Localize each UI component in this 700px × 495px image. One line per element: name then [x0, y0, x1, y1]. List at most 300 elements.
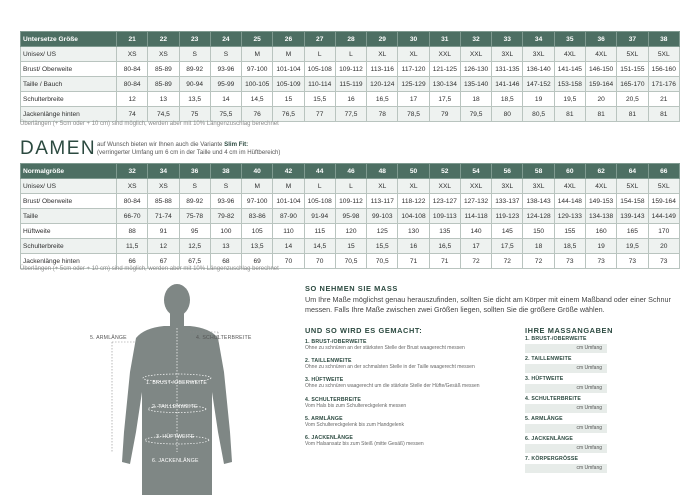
table-cell: 155 [554, 224, 585, 239]
table-row [21, 77, 680, 92]
table-header-cell: 35 [554, 32, 585, 47]
table-cell: 105-109 [273, 77, 304, 92]
table-header-cell: 60 [554, 164, 585, 179]
table-cell: L [335, 47, 366, 62]
table-cell: 119-123 [492, 209, 523, 224]
table-header-cell: 21 [117, 32, 148, 47]
table-header-cell: 24 [210, 32, 241, 47]
table-cell: 154-158 [617, 194, 648, 209]
slimfit-post: (verringerter Umfang um 6 cm in der Taille und 4 cm im Hüftbereich) [97, 148, 281, 156]
table-cell: 138-143 [523, 194, 554, 209]
table-cell: 81 [585, 107, 616, 122]
table-cell: 110 [273, 224, 304, 239]
table-cell: 4XL [554, 47, 585, 62]
table-cell: 20 [585, 92, 616, 107]
table-cell: 91 [148, 224, 179, 239]
table-cell: 115 [304, 224, 335, 239]
table-header-cell: 26 [273, 32, 304, 47]
table-cell: 105 [242, 224, 273, 239]
table-cell: 81 [617, 107, 648, 122]
massangabe-label: 7. KÖRPERGRÖSSE [525, 456, 579, 462]
table-cell: 74 [117, 107, 148, 122]
row-label: Brust/ Oberweite [21, 194, 117, 209]
table-cell: 16,5 [367, 92, 398, 107]
table-cell: 75 [179, 107, 210, 122]
table-cell: 100-105 [242, 77, 273, 92]
table-cell: 141-145 [554, 62, 585, 77]
table-cell: 95-99 [210, 77, 241, 92]
how-to-subtitle: UND SO WIRD ES GEMACHT: [305, 326, 423, 335]
table-cell: 5XL [617, 179, 648, 194]
table-cell: 73 [554, 254, 585, 269]
table-cell: 159-164 [585, 77, 616, 92]
table-header-cell: 50 [398, 164, 429, 179]
body-figure [84, 282, 284, 495]
table-cell: 18,5 [492, 92, 523, 107]
step-title: 6. JACKENLÄNGE [305, 435, 354, 442]
table-header-cell: 34 [148, 164, 179, 179]
table-header-cell: 66 [648, 164, 679, 179]
massangabe-row [525, 436, 685, 456]
table-cell: 71 [429, 254, 460, 269]
table-cell: 81 [648, 107, 679, 122]
table-cell: 78,5 [398, 107, 429, 122]
step-title: 4. SCHULTERBREITE [305, 396, 362, 403]
table-cell: 144-148 [554, 194, 585, 209]
table-cell: 17 [460, 239, 491, 254]
row-label: Unisex/ US [21, 179, 117, 194]
table-cell: 113-117 [367, 194, 398, 209]
measure-step [305, 397, 500, 409]
table-cell: XL [398, 47, 429, 62]
table-cell: 73 [648, 254, 679, 269]
table-cell: L [304, 47, 335, 62]
table-cell: 133-137 [492, 194, 523, 209]
table-cell: 115-119 [335, 77, 366, 92]
row-label: Jackenlänge hinten [21, 107, 117, 122]
table-row [21, 224, 680, 239]
table-cell: 149-153 [585, 194, 616, 209]
table-header-cell: 56 [492, 164, 523, 179]
massangabe-row [525, 456, 685, 476]
table-cell: 75,5 [210, 107, 241, 122]
table-header-cell: 62 [585, 164, 616, 179]
massangaben-title: IHRE MASSANGABEN [525, 326, 614, 335]
table-cell: XS [148, 47, 179, 62]
table-cell: 117-120 [398, 62, 429, 77]
massangabe-row [525, 376, 685, 396]
table-cell: S [210, 179, 241, 194]
table-header-cell: 32 [117, 164, 148, 179]
label-armlaenge: 5. ARMLÄNGE [90, 335, 127, 341]
massangabe-label: 3. HÜFTWEITE [525, 376, 564, 382]
table-cell: 70 [273, 254, 304, 269]
massangabe-input[interactable]: cm Umfang [525, 404, 607, 413]
table-header-cell: 30 [398, 32, 429, 47]
step-title: 1. BRUST-/OBERWEITE [305, 339, 367, 345]
table-cell: 70 [304, 254, 335, 269]
table-cell: 97-100 [242, 62, 273, 77]
table-cell: 160 [585, 224, 616, 239]
massangabe-input[interactable]: cm Umfang [525, 364, 607, 373]
table-cell: 79,5 [460, 107, 491, 122]
table-cell: XL [367, 47, 398, 62]
table-cell: 79 [429, 107, 460, 122]
table-cell: 12,5 [179, 239, 210, 254]
table-cell: 85-89 [148, 62, 179, 77]
table-cell: 140 [460, 224, 491, 239]
table-cell: 153-158 [554, 77, 585, 92]
table-cell: 144-149 [648, 209, 679, 224]
table-cell: 114-118 [460, 209, 491, 224]
label-brust: 1. BRUST-/OBERWEITE [146, 380, 208, 386]
table-cell: 147-152 [523, 77, 554, 92]
table-cell: 129-133 [554, 209, 585, 224]
table-cell: 85-88 [148, 194, 179, 209]
table-cell: 19,5 [617, 239, 648, 254]
table-cell: XXL [460, 47, 491, 62]
table-cell: 3XL [492, 179, 523, 194]
massangaben-list [525, 336, 685, 476]
table-cell: 19 [585, 239, 616, 254]
table-cell: 80 [492, 107, 523, 122]
table-row [21, 62, 680, 77]
table-cell: 80-84 [117, 194, 148, 209]
table-header-cell: 37 [617, 32, 648, 47]
table-cell: 72 [460, 254, 491, 269]
table-cell: 83-86 [242, 209, 273, 224]
table-cell: 131-135 [492, 62, 523, 77]
table-cell: 66-70 [117, 209, 148, 224]
step-title: 5. ARMLÄNGE [305, 415, 343, 422]
table-cell: 66 [117, 254, 148, 269]
table-cell: 90-94 [179, 77, 210, 92]
table-cell: 16 [398, 239, 429, 254]
table-cell: 93-96 [210, 62, 241, 77]
how-to-title: SO NEHMEN SIE MASS [305, 284, 398, 293]
table-cell: 15 [335, 239, 366, 254]
table-cell: XXL [460, 179, 491, 194]
label-schulterbreite: 4. SCHULTERBREITE [196, 335, 252, 341]
table-cell: XXL [429, 179, 460, 194]
table-cell: XL [367, 179, 398, 194]
table-header-cell: 64 [617, 164, 648, 179]
table-cell: 146-150 [585, 62, 616, 77]
table-header-cell: 40 [242, 164, 273, 179]
table-header-cell: 44 [304, 164, 335, 179]
table-header-cell: 52 [429, 164, 460, 179]
step-description: Ohne zu schnüren an der stärksten Stelle der Brust waagerecht messen [305, 345, 465, 351]
massangabe-row [525, 416, 685, 436]
table-cell: 14,5 [242, 92, 273, 107]
unisex-table-note: Überlängen (+ 5cm oder + 10 cm) sind möglich, werden aber mit 10% Längenzuschlag berechnet [20, 121, 279, 127]
table-cell: 67,5 [179, 254, 210, 269]
table-cell: 76 [242, 107, 273, 122]
label-jacke: 6. JACKENLÄNGE [152, 458, 199, 464]
table-cell: 134-138 [585, 209, 616, 224]
table-cell: 18,5 [554, 239, 585, 254]
table-cell: 69 [242, 254, 273, 269]
table-cell: 121-125 [429, 62, 460, 77]
measure-step [305, 416, 500, 428]
table-header-cell: 29 [367, 32, 398, 47]
table-cell: 126-130 [460, 62, 491, 77]
table-cell: 73 [617, 254, 648, 269]
table-cell: 80-84 [117, 62, 148, 77]
table-cell: 105-108 [304, 62, 335, 77]
table-cell: 71 [398, 254, 429, 269]
row-label: Jackenlänge hinten [21, 254, 117, 269]
table-cell: XS [148, 179, 179, 194]
table-cell: 3XL [492, 47, 523, 62]
table-cell: 80-84 [117, 77, 148, 92]
massangabe-row [525, 356, 685, 376]
table-cell: 170 [648, 224, 679, 239]
row-label: Taille [21, 209, 117, 224]
table-header-label: Untersetze Größe [21, 32, 117, 47]
table-row [21, 194, 680, 209]
table-row [21, 92, 680, 107]
table-cell: 19 [523, 92, 554, 107]
row-label: Schulterbreite [21, 239, 117, 254]
table-cell: 120 [335, 224, 366, 239]
table-cell: XL [398, 179, 429, 194]
step-description: Vom Hals bis zum Schultereckgelenk messen [305, 402, 407, 409]
massangabe-input[interactable]: cm Umfang [525, 444, 607, 453]
table-cell: 5XL [648, 47, 679, 62]
step-description: Vom Schultereckgelenk bis zum Handgelenk [305, 421, 404, 428]
table-cell: 87-90 [273, 209, 304, 224]
massangabe-input[interactable]: cm Umfang [525, 464, 607, 473]
table-cell: 74,5 [148, 107, 179, 122]
table-cell: 80,5 [523, 107, 554, 122]
massangabe-label: 2. TAILLENWEITE [525, 356, 572, 362]
table-header-cell: 27 [304, 32, 335, 47]
table-cell: 165-170 [617, 77, 648, 92]
table-cell: 135 [429, 224, 460, 239]
table-header-cell: 48 [367, 164, 398, 179]
table-header-cell: 38 [210, 164, 241, 179]
table-cell: 97-100 [242, 194, 273, 209]
table-cell: 110-114 [304, 77, 335, 92]
how-to-intro: Um Ihre Maße möglichst genau herauszufinden, sollten Sie dicht am Körper mit einem Maßband oder einer Schnur messen. Falls Ihre Maße zwischen zwei Größen liegen, sollten Sie die größere Größe wählen. [305, 295, 671, 314]
damen-size-table [20, 163, 680, 269]
table-cell: 109-113 [429, 209, 460, 224]
table-header-cell: 54 [460, 164, 491, 179]
table-cell: 123-127 [429, 194, 460, 209]
label-taille: 2. TAILLENWEITE [152, 404, 198, 410]
step-description: Vom Halsansatz bis zum Steiß (mitte Gesäß) messen [305, 441, 424, 448]
table-cell: 105-108 [304, 194, 335, 209]
table-cell: M [273, 47, 304, 62]
table-cell: 17 [398, 92, 429, 107]
row-label: Unisex/ US [21, 47, 117, 62]
table-cell: S [179, 179, 210, 194]
table-cell: 125 [367, 224, 398, 239]
table-cell: 70,5 [335, 254, 366, 269]
table-cell: 68 [210, 254, 241, 269]
table-cell: 4XL [554, 179, 585, 194]
table-row [21, 107, 680, 122]
step-title: 3. HÜFTWEITE [305, 377, 344, 384]
table-row [21, 179, 680, 194]
table-cell: 150 [523, 224, 554, 239]
massangabe-label: 5. ARMLÄNGE [525, 416, 563, 422]
massangabe-input[interactable]: cm Umfang [525, 424, 607, 433]
massangabe-label: 1. BRUST-/OBERWEITE [525, 336, 587, 342]
table-cell: 79-82 [210, 209, 241, 224]
table-cell: 89-92 [179, 194, 210, 209]
step-description: Ohne zu schnüren waagerecht um die stärkste Stelle der Hüfte/Gesäß messen [305, 383, 480, 390]
table-cell: 93-96 [210, 194, 241, 209]
table-cell: 91-94 [304, 209, 335, 224]
row-label: Brust/ Oberweite [21, 62, 117, 77]
massangabe-input[interactable]: cm Umfang [525, 384, 607, 393]
table-header-cell: 46 [335, 164, 366, 179]
table-header-cell: 42 [273, 164, 304, 179]
table-cell: 139-143 [617, 209, 648, 224]
table-row [21, 209, 680, 224]
table-cell: 145 [492, 224, 523, 239]
row-label: Taille / Bauch [21, 77, 117, 92]
table-cell: 15,5 [367, 239, 398, 254]
table-cell: 77,5 [335, 107, 366, 122]
table-cell: 130-134 [429, 77, 460, 92]
table-cell: 5XL [648, 179, 679, 194]
table-cell: 12 [117, 92, 148, 107]
table-cell: 156-160 [648, 62, 679, 77]
table-cell: 3XL [523, 47, 554, 62]
table-cell: 19,5 [554, 92, 585, 107]
table-cell: 136-140 [523, 62, 554, 77]
step-title: 2. TAILLENWEITE [305, 358, 352, 365]
table-header-cell: 36 [179, 164, 210, 179]
table-cell: 18 [523, 239, 554, 254]
table-cell: 100 [210, 224, 241, 239]
step-description: Ohne zu schnüren an der schmalsten Stelle in der Taille waagerecht messen [305, 364, 475, 371]
damen-table-note: Überlängen (+ 5cm oder + 10 cm) sind möglich, werden aber mit 10% Längenzuschlag berechnet [20, 266, 279, 272]
table-header-cell: 58 [523, 164, 554, 179]
table-cell: 109-112 [335, 62, 366, 77]
table-header-cell: 32 [460, 32, 491, 47]
table-cell: 13,5 [242, 239, 273, 254]
unisex-size-table [20, 31, 680, 122]
table-cell: 14 [210, 92, 241, 107]
table-cell: L [335, 179, 366, 194]
table-cell: 4XL [585, 47, 616, 62]
massangabe-row [525, 396, 685, 416]
table-cell: 78 [367, 107, 398, 122]
table-cell: 20,5 [617, 92, 648, 107]
table-cell: 77 [304, 107, 335, 122]
table-header-cell: 25 [242, 32, 273, 47]
slimfit-note [97, 141, 417, 156]
table-cell: 15 [273, 92, 304, 107]
table-cell: 101-104 [273, 62, 304, 77]
table-cell: 14 [273, 239, 304, 254]
table-header-cell: 23 [179, 32, 210, 47]
table-cell: 17,5 [429, 92, 460, 107]
table-cell: 72 [492, 254, 523, 269]
massangabe-input[interactable]: cm Umfang [525, 344, 607, 353]
table-cell: 171-176 [648, 77, 679, 92]
table-cell: 17,5 [492, 239, 523, 254]
measure-step [305, 435, 500, 447]
table-header-cell: 33 [492, 32, 523, 47]
table-cell: 135-140 [460, 77, 491, 92]
table-cell: L [304, 179, 335, 194]
table-header-cell: 36 [585, 32, 616, 47]
measure-step [305, 377, 500, 389]
table-cell: M [242, 47, 273, 62]
table-cell: 3XL [523, 179, 554, 194]
table-cell: 124-128 [523, 209, 554, 224]
table-header-cell: 28 [335, 32, 366, 47]
table-cell: 95 [179, 224, 210, 239]
table-cell: 125-129 [398, 77, 429, 92]
table-cell: 4XL [585, 179, 616, 194]
table-cell: 21 [648, 92, 679, 107]
table-cell: 104-108 [398, 209, 429, 224]
table-cell: 85-89 [148, 77, 179, 92]
label-huefte: 3. HÜFTWEITE [156, 434, 195, 440]
table-cell: 18 [460, 92, 491, 107]
table-cell: 95-98 [335, 209, 366, 224]
table-row [21, 239, 680, 254]
table-cell: 127-132 [460, 194, 491, 209]
table-cell: XXL [429, 47, 460, 62]
massangabe-label: 6. JACKENLÄNGE [525, 436, 574, 442]
table-cell: 16,5 [429, 239, 460, 254]
table-header-row [21, 32, 680, 47]
table-cell: 118-122 [398, 194, 429, 209]
table-cell: 71-74 [148, 209, 179, 224]
table-cell: XS [117, 47, 148, 62]
table-header-cell: 38 [648, 32, 679, 47]
table-header-label: Normalgröße [21, 164, 117, 179]
damen-title: DAMEN [20, 138, 97, 159]
table-cell: 15,5 [304, 92, 335, 107]
table-cell: 81 [554, 107, 585, 122]
measure-steps [305, 339, 500, 454]
table-cell: 72 [523, 254, 554, 269]
table-cell: 88 [117, 224, 148, 239]
table-cell: 13,5 [179, 92, 210, 107]
table-cell: 76,5 [273, 107, 304, 122]
table-cell: 89-92 [179, 62, 210, 77]
table-cell: 70,5 [367, 254, 398, 269]
row-label: Schulterbreite [21, 92, 117, 107]
table-cell: S [210, 47, 241, 62]
table-cell: 13 [210, 239, 241, 254]
table-cell: 130 [398, 224, 429, 239]
table-cell: M [273, 179, 304, 194]
measure-step [305, 358, 500, 370]
table-cell: XS [117, 179, 148, 194]
table-cell: 101-104 [273, 194, 304, 209]
massangabe-row [525, 336, 685, 356]
table-cell: 113-116 [367, 62, 398, 77]
table-cell: 12 [148, 239, 179, 254]
table-header-cell: 34 [523, 32, 554, 47]
table-cell: 73 [585, 254, 616, 269]
table-cell: 14,5 [304, 239, 335, 254]
row-label: Hüftweite [21, 224, 117, 239]
table-header-cell: 31 [429, 32, 460, 47]
table-cell: 67 [148, 254, 179, 269]
table-header-row [21, 164, 680, 179]
table-cell: M [242, 179, 273, 194]
